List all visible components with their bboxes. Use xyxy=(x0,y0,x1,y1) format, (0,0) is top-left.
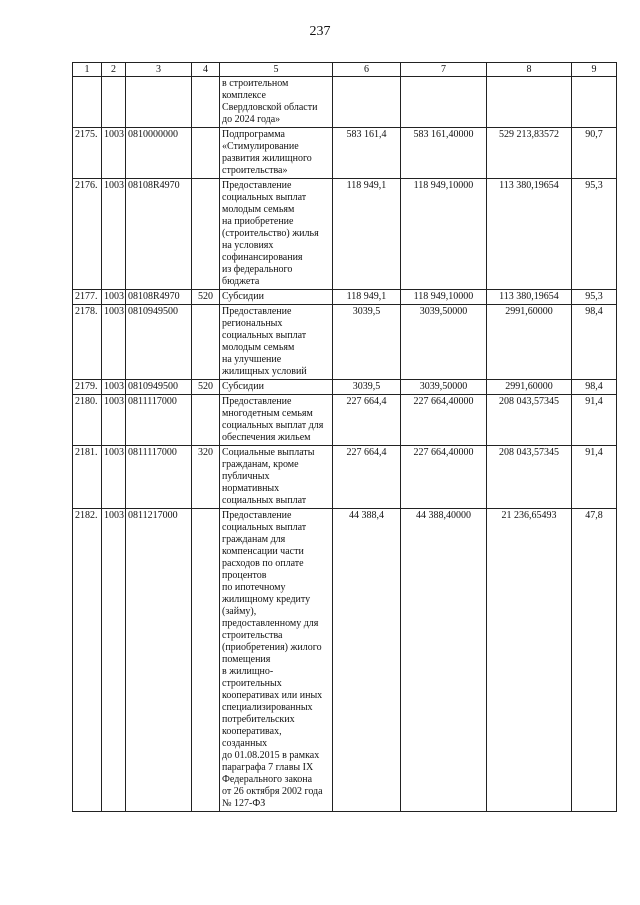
row-cell-c2 xyxy=(102,77,126,128)
name-line: кооперативах, xyxy=(222,726,282,737)
table-row xyxy=(73,305,617,380)
row-cell-c8: 2991,60000 xyxy=(487,305,572,380)
row-name-cell xyxy=(220,128,333,179)
row-name-cell xyxy=(220,290,333,305)
row-cell-c7: 227 664,40000 xyxy=(401,395,487,446)
name-line: Социальные выплаты xyxy=(222,447,315,458)
row-cell-c2: 1003 xyxy=(102,380,126,395)
name-line: молодым семьям xyxy=(222,204,295,215)
row-cell-c9: 98,4 xyxy=(572,305,617,380)
name-line: до 2024 года» xyxy=(222,114,281,125)
name-line: Подпрограмма xyxy=(222,129,285,140)
name-line: строительных xyxy=(222,678,282,689)
name-line: на улучшение xyxy=(222,354,282,365)
name-line: созданных xyxy=(222,738,268,749)
name-line: компенсации части xyxy=(222,546,304,557)
row-cell-c3: 0811117000 xyxy=(126,446,192,509)
row-name-cell xyxy=(220,509,333,812)
row-cell-c6: 118 949,1 xyxy=(333,290,401,305)
name-line: обеспечения жильем xyxy=(222,432,311,443)
row-cell-c1 xyxy=(73,77,102,128)
name-line: от 26 октября 2002 года xyxy=(222,786,323,797)
row-cell-c4: 520 xyxy=(192,290,220,305)
row-cell-c6: 44 388,4 xyxy=(333,509,401,812)
row-name-cell xyxy=(220,77,333,128)
table-row xyxy=(73,290,617,305)
row-cell-c4 xyxy=(192,395,220,446)
name-line: бюджета xyxy=(222,276,260,287)
row-cell-c3: 0810949500 xyxy=(126,380,192,395)
name-line: Субсидии xyxy=(222,291,264,302)
row-cell-c2: 1003 xyxy=(102,509,126,812)
row-cell-c3: 0811117000 xyxy=(126,395,192,446)
row-cell-c2: 1003 xyxy=(102,446,126,509)
row-cell-c9: 91,4 xyxy=(572,446,617,509)
name-line: потребительских xyxy=(222,714,295,725)
name-line: на условиях xyxy=(222,240,274,251)
name-line: на приобретение xyxy=(222,216,294,227)
header-cell: 7 xyxy=(401,63,487,77)
row-cell-c1: 2180. xyxy=(73,395,102,446)
row-cell-c8: 113 380,19654 xyxy=(487,179,572,290)
row-cell-c3: 0810000000 xyxy=(126,128,192,179)
row-cell-c3 xyxy=(126,77,192,128)
row-cell-c9: 91,4 xyxy=(572,395,617,446)
header-cell: 9 xyxy=(572,63,617,77)
name-line: жилищному кредиту xyxy=(222,594,311,605)
row-cell-c8: 529 213,83572 xyxy=(487,128,572,179)
table-body xyxy=(73,77,617,812)
name-line: Предоставление xyxy=(222,180,292,191)
name-line: строительства» xyxy=(222,165,288,176)
row-cell-c6: 227 664,4 xyxy=(333,395,401,446)
row-cell-c3: 0811217000 xyxy=(126,509,192,812)
header-row xyxy=(73,63,617,77)
row-cell-c6: 3039,5 xyxy=(333,380,401,395)
row-cell-c8: 208 043,57345 xyxy=(487,395,572,446)
name-line: Предоставление xyxy=(222,306,292,317)
row-cell-c1: 2175. xyxy=(73,128,102,179)
row-cell-c7 xyxy=(401,77,487,128)
name-line: (займу), xyxy=(222,606,257,617)
name-line: по ипотечному xyxy=(222,582,286,593)
row-cell-c8: 113 380,19654 xyxy=(487,290,572,305)
row-cell-c1: 2179. xyxy=(73,380,102,395)
row-cell-c9 xyxy=(572,77,617,128)
name-line: «Стимулирование xyxy=(222,141,299,152)
header-cell: 2 xyxy=(102,63,126,77)
name-line: социальных выплат для xyxy=(222,420,324,431)
name-line: (строительство) жилья xyxy=(222,228,319,239)
table-row xyxy=(73,380,617,395)
row-cell-c1: 2181. xyxy=(73,446,102,509)
name-line: № 127-ФЗ xyxy=(222,798,266,809)
row-name-cell xyxy=(220,446,333,509)
name-line: гражданам, кроме xyxy=(222,459,299,470)
name-line: (приобретения) жилого xyxy=(222,642,322,653)
table-row xyxy=(73,77,617,128)
row-cell-c8: 208 043,57345 xyxy=(487,446,572,509)
name-line: расходов по оплате xyxy=(222,558,304,569)
row-cell-c7: 3039,50000 xyxy=(401,380,487,395)
table-row xyxy=(73,179,617,290)
row-cell-c7: 118 949,10000 xyxy=(401,290,487,305)
row-cell-c1: 2177. xyxy=(73,290,102,305)
name-line: нормативных xyxy=(222,483,280,494)
name-line: параграфа 7 главы IX xyxy=(222,762,314,773)
table-row xyxy=(73,395,617,446)
row-cell-c7: 44 388,40000 xyxy=(401,509,487,812)
name-line: социальных выплат xyxy=(222,192,307,203)
header-cell: 1 xyxy=(73,63,102,77)
header-cell: 6 xyxy=(333,63,401,77)
row-cell-c7: 583 161,40000 xyxy=(401,128,487,179)
name-line: социальных выплат xyxy=(222,522,307,533)
name-line: Предоставление xyxy=(222,510,292,521)
row-cell-c1: 2178. xyxy=(73,305,102,380)
name-line: до 01.08.2015 в рамках xyxy=(222,750,320,761)
header-cell: 3 xyxy=(126,63,192,77)
table-row xyxy=(73,128,617,179)
name-line: в строительном xyxy=(222,78,289,89)
row-cell-c1: 2176. xyxy=(73,179,102,290)
name-line: гражданам для xyxy=(222,534,286,545)
row-name-cell xyxy=(220,395,333,446)
row-cell-c3: 0810949500 xyxy=(126,305,192,380)
name-line: предоставленному для xyxy=(222,618,319,629)
row-cell-c4 xyxy=(192,77,220,128)
name-line: социальных выплат xyxy=(222,495,307,506)
name-line: помещения xyxy=(222,654,271,665)
name-line: Предоставление xyxy=(222,396,292,407)
row-name-cell xyxy=(220,305,333,380)
name-line: публичных xyxy=(222,471,270,482)
name-line: молодым семьям xyxy=(222,342,295,353)
name-line: софинансирования xyxy=(222,252,303,263)
row-cell-c3: 08108R4970 xyxy=(126,179,192,290)
row-cell-c9: 47,8 xyxy=(572,509,617,812)
row-cell-c8 xyxy=(487,77,572,128)
row-cell-c6: 118 949,1 xyxy=(333,179,401,290)
name-line: кооперативах или иных xyxy=(222,690,323,701)
budget-table xyxy=(72,62,617,812)
row-cell-c4 xyxy=(192,305,220,380)
row-cell-c2: 1003 xyxy=(102,179,126,290)
name-line: из федерального xyxy=(222,264,293,275)
row-name-cell xyxy=(220,179,333,290)
row-cell-c4 xyxy=(192,128,220,179)
row-cell-c9: 90,7 xyxy=(572,128,617,179)
row-cell-c7: 227 664,40000 xyxy=(401,446,487,509)
row-cell-c9: 95,3 xyxy=(572,179,617,290)
name-line: строительства xyxy=(222,630,283,641)
page-number: 237 xyxy=(309,24,331,39)
name-line: развития жилищного xyxy=(222,153,312,164)
row-cell-c2: 1003 xyxy=(102,128,126,179)
row-cell-c6: 583 161,4 xyxy=(333,128,401,179)
row-cell-c2: 1003 xyxy=(102,290,126,305)
name-line: комплексе xyxy=(222,90,266,101)
row-cell-c8: 2991,60000 xyxy=(487,380,572,395)
row-cell-c2: 1003 xyxy=(102,305,126,380)
row-cell-c4 xyxy=(192,179,220,290)
name-line: региональных xyxy=(222,318,283,329)
row-cell-c6: 3039,5 xyxy=(333,305,401,380)
name-line: Свердловской области xyxy=(222,102,318,113)
name-line: в жилищно- xyxy=(222,666,274,677)
table-row xyxy=(73,509,617,812)
name-line: процентов xyxy=(222,570,267,581)
row-cell-c4 xyxy=(192,509,220,812)
row-cell-c9: 98,4 xyxy=(572,380,617,395)
row-cell-c2: 1003 xyxy=(102,395,126,446)
row-cell-c4: 520 xyxy=(192,380,220,395)
row-cell-c7: 118 949,10000 xyxy=(401,179,487,290)
name-line: специализированных xyxy=(222,702,313,713)
row-cell-c6: 227 664,4 xyxy=(333,446,401,509)
row-name-cell xyxy=(220,380,333,395)
header-cell: 8 xyxy=(487,63,572,77)
row-cell-c3: 08108R4970 xyxy=(126,290,192,305)
row-cell-c4: 320 xyxy=(192,446,220,509)
name-line: Субсидии xyxy=(222,381,264,392)
row-cell-c6 xyxy=(333,77,401,128)
name-line: жилищных условий xyxy=(222,366,307,377)
row-cell-c1: 2182. xyxy=(73,509,102,812)
header-cell: 5 xyxy=(220,63,333,77)
table-row xyxy=(73,446,617,509)
name-line: социальных выплат xyxy=(222,330,307,341)
name-line: многодетным семьям xyxy=(222,408,313,419)
row-cell-c8: 21 236,65493 xyxy=(487,509,572,812)
header-cell: 4 xyxy=(192,63,220,77)
name-line: Федерального закона xyxy=(222,774,313,785)
row-cell-c9: 95,3 xyxy=(572,290,617,305)
row-cell-c7: 3039,50000 xyxy=(401,305,487,380)
